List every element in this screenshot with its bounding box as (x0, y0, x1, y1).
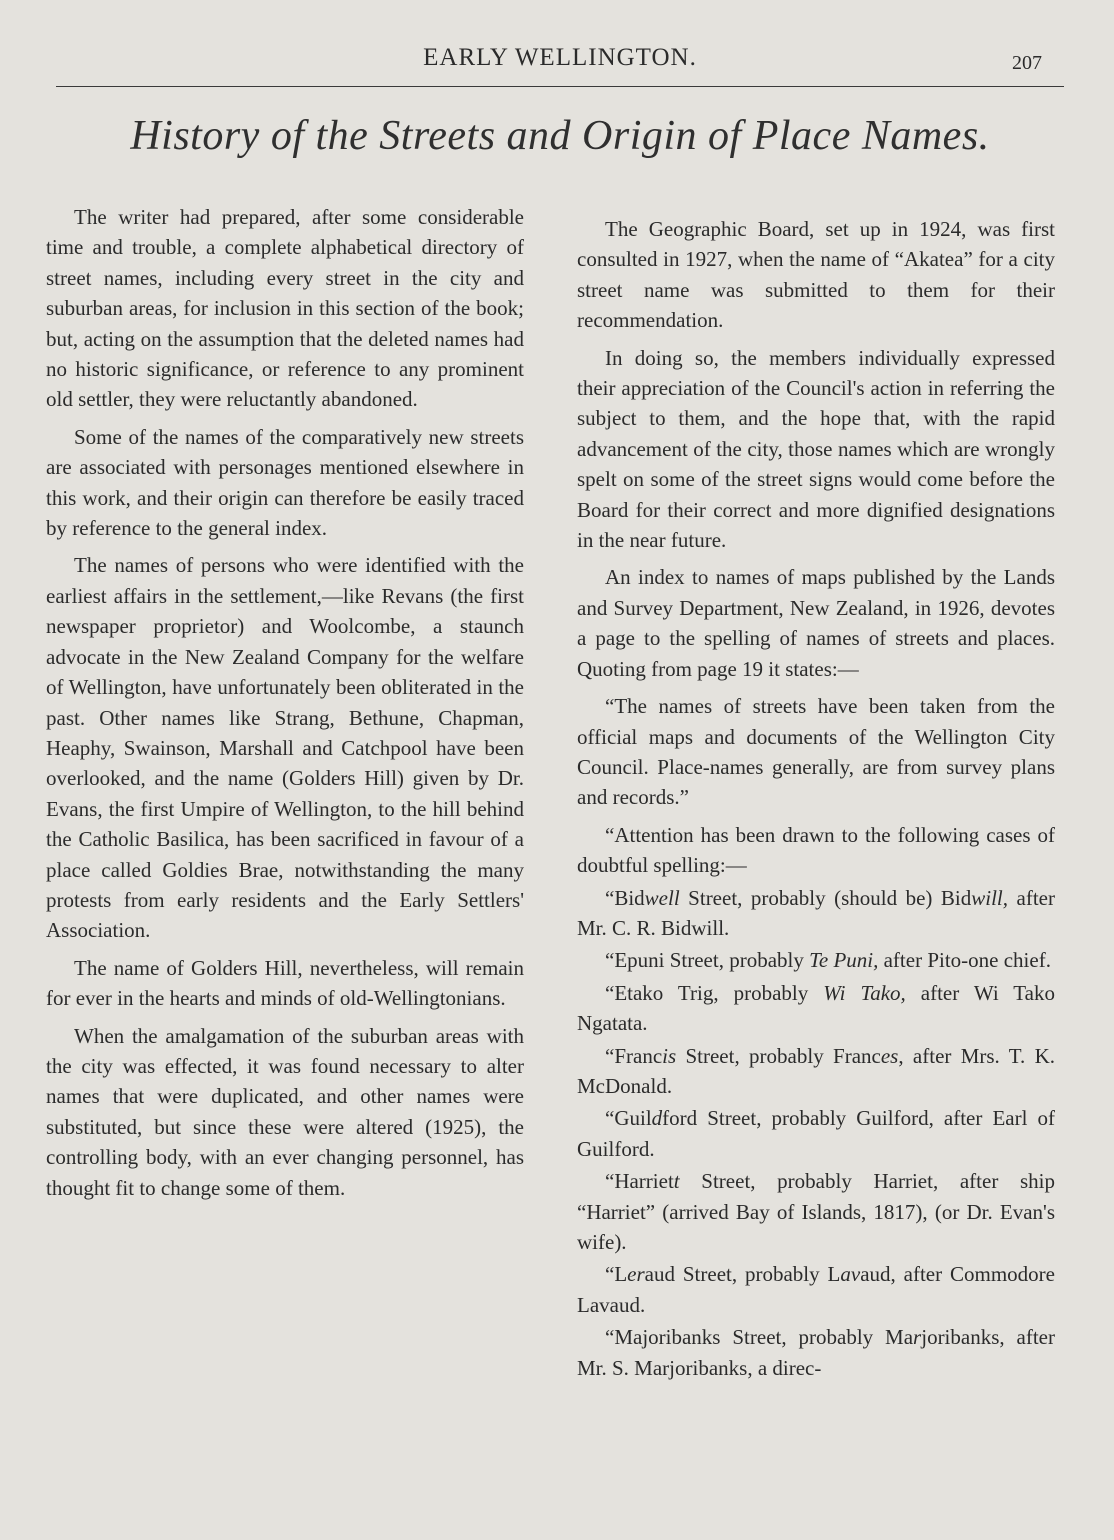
article-title: History of the Streets and Origin of Place Names. (130, 113, 990, 159)
right-column (577, 214, 1055, 1385)
paragraph: In doing so, the members individually expressed their appreciation of the Council's action in referring the subject to them, and the hope that, with the rapid advancement of the city, those names which are wrongly spelt on some of the street signs would come before the Board for their correct and more dignified designations in the near future. (577, 345, 1055, 553)
page-header (56, 40, 1064, 87)
paragraph: The names of persons who were identified with the earliest affairs in the settlement,—like Revans (the first newspaper proprietor) and Woolcombe, a staunch advocate in the New Zealand Company for the welfare of Wellington, have unfortunately been obliterated in the past. Other names like Strang, Bethune, Chapman, Heaphy, Swainson, Marshall and Catchpool have been overlooked, and the name (Golders Hill) given by Dr. Evans, the first Umpire of Wellington, to the hill behind the Catholic Basilica, has been sacrificed in favour of a place called Goldies Brae, notwithstanding the many protests from early residents and the Early Settlers' Association. (46, 553, 524, 943)
spelling-entry: “Etako Trig, probably Wi Tako, after Wi Tako Ngatata. (577, 980, 1055, 1036)
page-number: 207 (1012, 52, 1042, 74)
spelling-entry: “Harriett Street, probably Harriet, after ship “Harriet” (arrived Bay of Islands, 1817), (or Dr. Evan's wife). (577, 1169, 1055, 1254)
spelling-entry: “Leraud Street, probably Lavaud, after Commodore Lavaud. (577, 1262, 1055, 1317)
spelling-entry: “Bidwell Street, probably (should be) Bidwill, after Mr. C. R. Bidwill. (577, 885, 1055, 940)
paragraph: When the amalgamation of the suburban areas with the city was effected, it was found necessary to alter names that were duplicated, and other names were substituted, but since these were altered (1925), the controlling body, with an ever changing personnel, has thought fit to change some of them. (46, 1023, 524, 1200)
paragraph: The writer had prepared, after some considerable time and trouble, a complete alphabetical directory of street names, including every street in the city and suburban areas, for inclusion in this section of the book; but, acting on the assumption that the deleted names had no historic significance, or reference to any prominent old settler, they were reluctantly abandoned. (46, 205, 524, 412)
paragraph: The Geographic Board, set up in 1924, was first consulted in 1927, when the name of “Akatea” for a city street name was submitted to them for their recommendation. (577, 217, 1055, 333)
spelling-entry: “Francis Street, probably Frances, after Mrs. T. K. McDonald. (577, 1043, 1056, 1098)
quoted-paragraph: “Attention has been drawn to the following cases of doubtful spelling:— (577, 822, 1055, 878)
quoted-paragraph: “The names of streets have been taken from the official maps and documents of the Wellington City Council. Place-names generally, are from survey plans and records.” (577, 694, 1055, 810)
left-column (46, 202, 524, 1210)
spelling-entry: “Epuni Street, probably Te Puni, after Pito-one chief. (605, 948, 1051, 973)
paragraph: The name of Golders Hill, nevertheless, will remain for ever in the hearts and minds of old-Wellingtonians. (46, 955, 524, 1011)
spelling-entry: “Majoribanks Street, probably Marjoribanks, after Mr. S. Marjoribanks, a direc- (577, 1325, 1056, 1380)
running-title: EARLY WELLINGTON. (423, 44, 697, 71)
paragraph: Some of the names of the comparatively new streets are associated with personages mentioned elsewhere in this work, and their origin can therefore be easily traced by reference to the general index. (46, 424, 524, 541)
paragraph: An index to names of maps published by the Lands and Survey Department, New Zealand, in 1926, devotes a page to the spelling of names of streets and places. Quoting from page 19 it states:— (577, 565, 1055, 681)
spelling-entry: “Guildford Street, probably Guilford, after Earl of Guilford. (577, 1106, 1055, 1161)
